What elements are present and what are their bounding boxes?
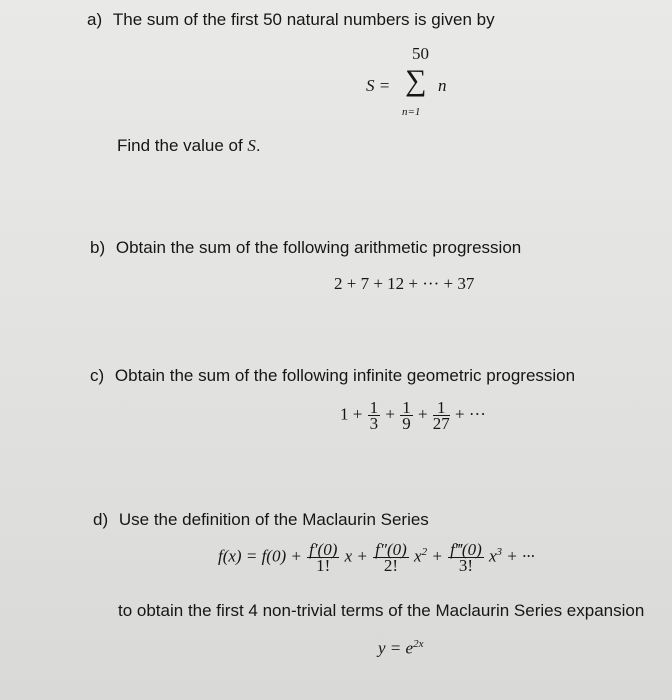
- geo-plus: +: [417, 404, 428, 424]
- term2-plus: +: [431, 546, 443, 566]
- question-c-label: c): [90, 366, 105, 385]
- target-lhs: y = e: [378, 638, 414, 658]
- question-b-text: Obtain the sum of the following arithmetic progression: [115, 238, 522, 257]
- sigma-symbol: ∑: [405, 64, 427, 97]
- question-d-text2: to obtain the first 4 non-trivial terms of the Maclaurin Series expansion: [118, 601, 645, 620]
- sum-lhs: S =: [366, 76, 391, 95]
- term3-tail: + ···: [506, 546, 535, 566]
- question-d: [93, 510, 429, 530]
- term3-x: x: [489, 546, 497, 566]
- target-exponent: 2x: [413, 638, 424, 650]
- question-c-text: Obtain the sum of the following infinite geometric progression: [114, 366, 576, 385]
- geo-plus: +: [385, 404, 395, 424]
- term1-x: x +: [344, 546, 368, 566]
- maclaurin-formula: [218, 542, 535, 573]
- arithmetic-expression: 2 + 7 + 12 + ··· + 37: [334, 274, 475, 293]
- fraction-one-27th: $\frac{1}{27}$: [432, 398, 450, 433]
- term3-power: 3: [496, 545, 503, 558]
- sum-summand: n: [438, 76, 447, 95]
- fraction-one-ninth: $\frac{1}{9}$: [402, 398, 411, 433]
- find-variable: S: [247, 136, 256, 155]
- question-a-text: The sum of the first 50 natural numbers is given by: [112, 10, 495, 29]
- question-d-text: Use the definition of the Maclaurin Series: [118, 510, 429, 529]
- question-d-label: d): [93, 510, 109, 529]
- find-period: .: [255, 136, 261, 155]
- question-b-label: b): [90, 238, 106, 257]
- fraction-second-derivative: $\frac{f''(0)}{2!}$: [375, 540, 407, 575]
- find-text: Find the value of: [117, 136, 248, 155]
- sum-lower-limit: n=1: [402, 106, 421, 118]
- geometric-expression: [340, 400, 486, 431]
- target-function: [378, 638, 423, 659]
- fraction-one-third: $\frac{1}{3}$: [369, 398, 379, 433]
- fraction-third-derivative: $\frac{f‴(0)}{3!}$: [450, 540, 482, 575]
- question-a-label: a): [87, 10, 103, 29]
- question-a-find: [117, 136, 261, 156]
- term2-x: x: [414, 546, 422, 566]
- geo-tail: + ···: [455, 404, 486, 424]
- term2-power: 2: [421, 545, 428, 558]
- maclaurin-lhs: f(x) = f(0) +: [218, 546, 302, 566]
- question-c: [90, 366, 575, 386]
- sum-upper-limit: 50: [412, 44, 429, 63]
- fraction-first-derivative: $\frac{f'(0)}{1!}$: [309, 540, 338, 575]
- question-a: [87, 10, 495, 30]
- geo-lead: 1 +: [340, 404, 363, 424]
- question-b: [90, 238, 521, 258]
